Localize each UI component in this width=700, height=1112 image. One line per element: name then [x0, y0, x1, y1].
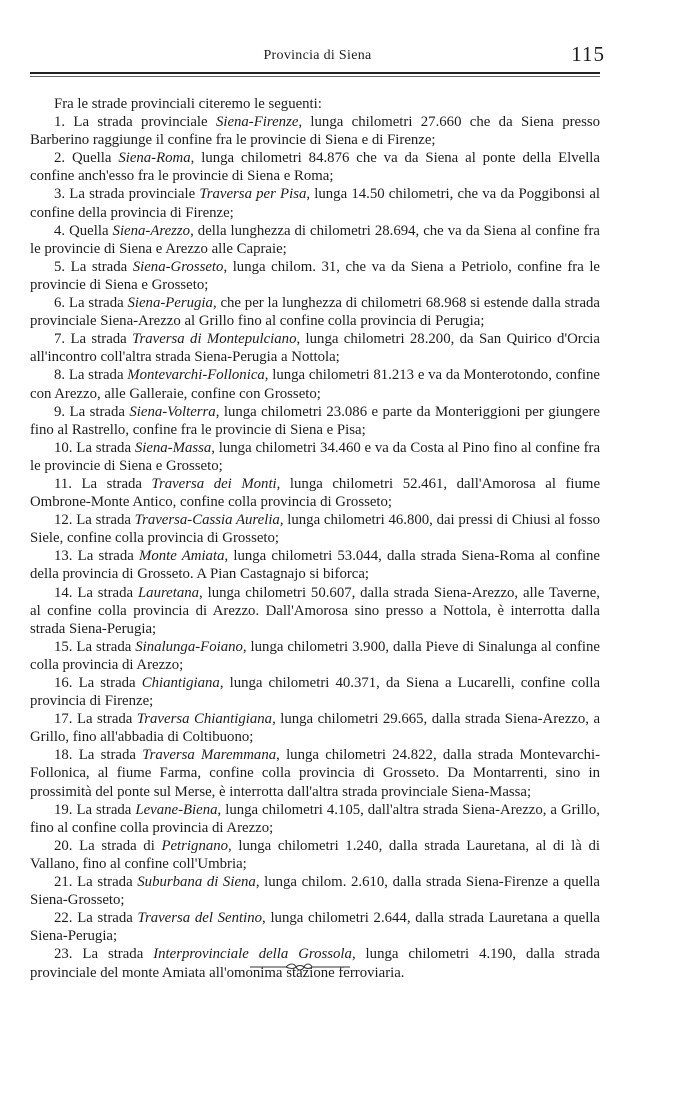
roads-list — [30, 113, 600, 982]
road-entry — [30, 511, 600, 547]
road-entry-prefix: 21. La strada — [54, 874, 138, 891]
road-entry — [30, 710, 600, 746]
road-name: Levane-Biena — [135, 801, 218, 818]
road-entry-prefix: 10. La strada — [54, 439, 135, 456]
road-entry-description: , lunga chilometri 50.607, dalla strada Siena-Arezzo, alle Taverne, al confine colla provincia di Arezzo. Dall'Amorosa sino presso a Nottola, è interrotta dalla strada Siena-Perugia; — [30, 584, 600, 637]
road-entry-prefix: 12. La strada — [54, 512, 135, 529]
road-entry — [30, 222, 600, 258]
road-entry-prefix: 13. La strada — [54, 548, 139, 565]
road-name: Monte Amiata — [139, 548, 225, 565]
road-name: Traversa per Pisa — [199, 186, 307, 203]
road-entry-description: , lunga chilometri 1.240, dalla strada Lauretana, al di là di Vallano, fino al confine coll'Umbria; — [30, 837, 600, 872]
road-name: Traversa Maremmana — [142, 747, 277, 764]
road-name: Siena-Massa — [134, 439, 212, 456]
road-entry — [30, 366, 600, 402]
road-entry-prefix: 7. La strada — [54, 331, 133, 348]
road-entry-prefix: 22. La strada — [54, 910, 138, 927]
road-entry-description: , lunga chilometri 28.200, da San Quirico d'Orcia all'incontro coll'altra strada Siena-Perugia a Nottola; — [30, 331, 600, 366]
road-name: Chiantigiana — [141, 675, 220, 691]
running-title: Provincia di Siena — [263, 48, 372, 63]
road-name: Lauretana — [137, 584, 200, 601]
page-number: 115 — [571, 42, 605, 66]
road-entry-description: , lunga chilometri 81.213 e va da Monterotondo, confine con Arezzo, alle Galleraie, confine con Grosseto; — [30, 367, 601, 402]
road-entry-description: , lunga chilometri 3.900, dalla Pieve di Sinalunga al confine colla provincia di Arezzo; — [30, 638, 600, 673]
road-entry-description: , lunga chilometri 84.876 che va da Siena al ponte della Elvella confine anch'esso fra le provincie di Siena e Roma; — [30, 150, 600, 185]
road-entry-description: , lunga chilometri 4.190, dalla strada provinciale del monte Amiata all'omonima stazione ferroviaria. — [30, 946, 600, 981]
road-entry-description: , lunga chilometri 2.644, dalla strada Lauretana a quella Siena-Perugia; — [30, 910, 601, 945]
road-entry-prefix: 17. La strada — [54, 711, 137, 728]
road-entry — [30, 674, 600, 710]
road-name: Sinalunga-Foiano — [135, 638, 243, 655]
road-name: Traversa dei Monti — [151, 475, 277, 492]
road-entry-description: , lunga chilometri 40.371, da Siena a Lucarelli, confine colla provincia di Firenze; — [30, 675, 601, 710]
road-entry — [30, 403, 600, 439]
road-name: Suburbana di Siena — [137, 874, 256, 891]
road-entry-description: , lunga chilometri 53.044, dalla strada Siena-Roma al confine della provincia di Grosseto. A Pian Castagnajo si biforca; — [30, 548, 601, 583]
road-entry — [30, 258, 600, 294]
road-entry-prefix: 14. La strada — [54, 584, 138, 601]
road-entry — [30, 801, 600, 837]
road-entry-prefix: 20. La strada di — [54, 837, 162, 854]
road-entry-description: , lunga chilom. 31, che va da Siena a Petriolo, confine fra le provincie di Siena e Grosseto; — [30, 258, 600, 293]
road-entry — [30, 149, 600, 185]
road-entry-prefix: 23. La strada — [54, 946, 154, 963]
road-entry-prefix: 11. La strada — [54, 475, 152, 492]
header-rule-thin — [30, 76, 600, 77]
road-name: Montevarchi-Follonica — [127, 367, 265, 384]
road-entry-description: , lunga chilom. 2.610, dalla strada Siena-Firenze a quella Siena-Grosseto; — [30, 874, 601, 909]
road-entry — [30, 185, 600, 221]
road-name: Siena-Volterra — [129, 403, 216, 420]
road-entry — [30, 746, 600, 800]
road-entry — [30, 873, 600, 909]
road-entry — [30, 113, 600, 149]
road-entry — [30, 837, 600, 873]
road-name: Interprovinciale della Grossola — [153, 946, 352, 963]
road-entry-prefix: 19. La strada — [54, 801, 136, 818]
road-entry-description: , lunga chilometri 34.460 e va da Costa al Pino fino al confine fra le provincie di Siena e Grosseto; — [30, 439, 601, 474]
road-entry — [30, 294, 600, 330]
intro-paragraph: Fra le strade provinciali citeremo le seguenti: — [54, 96, 322, 112]
road-name: Siena-Perugia — [127, 295, 213, 312]
road-entry — [30, 330, 600, 366]
road-entry-prefix: 3. La strada provinciale — [54, 186, 200, 203]
road-entry-description: , lunga chilometri 46.800, dai pressi di Chiusi al fosso Siele, confine colla provincia di Grosseto; — [30, 512, 600, 547]
road-entry — [30, 547, 600, 583]
road-entry-description: , lunga chilometri 24.822, dalla strada Montevarchi-Follonica, al fiume Farma, confine colla provincia di Grosseto. Da Montarrenti, sino in prossimità del ponte sul Merse, è interrotta dall'altra strada provinciale Siena-Massa; — [30, 747, 601, 800]
road-entry-prefix: 8. La strada — [54, 367, 128, 384]
road-name: Siena-Roma — [118, 150, 191, 167]
road-entry-prefix: 18. La strada — [54, 747, 143, 764]
running-head — [30, 42, 605, 72]
body-text — [30, 95, 600, 982]
road-entry-description: , lunga chilometri 27.660 che da Siena presso Barberino raggiunge il confine fra le provincie di Siena e di Firenze; — [30, 114, 600, 149]
road-entry-prefix: 5. La strada — [54, 258, 133, 275]
road-entry-description: , lunga chilometri 23.086 e parte da Monteriggioni per giungere fino al Rastrello, confine fra le provincie di Siena e Pisa; — [30, 403, 601, 438]
road-name: Traversa del Sentino — [137, 910, 263, 927]
road-entry-prefix: 9. La strada — [54, 403, 130, 420]
road-entry-description: , della lunghezza di chilometri 28.694, che va da Siena al confine fra le provincie di Siena e Arezzo alle Capraie; — [30, 222, 600, 257]
road-entry-description: , lunga chilometri 29.665, dalla strada Siena-Arezzo, a Grillo, fino all'abbadia di Coltibuono; — [30, 711, 601, 746]
road-name: Traversa di Montepulciano — [132, 331, 297, 348]
road-entry-prefix: 15. La strada — [54, 638, 136, 655]
road-entry — [30, 638, 600, 674]
road-entry — [30, 584, 600, 638]
road-entry-description: , lunga 14.50 chilometri, che va da Poggibonsi al confine della provincia di Firenze; — [30, 186, 600, 221]
header-rule — [30, 72, 600, 74]
road-entry — [30, 475, 600, 511]
road-entry-prefix: 2. Quella — [54, 150, 119, 167]
road-entry-prefix: 16. La strada — [54, 675, 142, 691]
road-entry — [30, 439, 600, 475]
road-entry-description: , lunga chilometri 52.461, dall'Amorosa al fiume Ombrone-Monte Antico, confine colla provincia di Grosseto; — [30, 475, 601, 511]
road-entry — [30, 909, 600, 945]
road-name: Siena-Grosseto — [132, 258, 224, 275]
road-name: Siena-Firenze — [215, 114, 299, 131]
road-entry-description: , lunga chilometri 4.105, dall'altra strada Siena-Arezzo, a Grillo, fino al confine colla provincia di Arezzo; — [30, 801, 600, 836]
road-name: Traversa Chiantigiana — [136, 711, 273, 728]
road-name: Petrignano — [161, 837, 229, 854]
road-entry-prefix: 6. La strada — [54, 295, 128, 312]
road-name: Siena-Arezzo — [112, 222, 191, 239]
road-name: Traversa-Cassia Aurelia — [134, 512, 280, 529]
end-ornament — [250, 960, 350, 974]
road-entry-prefix: 1. La strada provinciale — [54, 114, 216, 131]
road-entry-prefix: 4. Quella — [54, 222, 113, 239]
road-entry-description: , che per la lunghezza di chilometri 68.968 si estende dalla strada provinciale Siena-Arezzo al Grillo fino al confine colla provincia di Perugia; — [30, 295, 600, 330]
